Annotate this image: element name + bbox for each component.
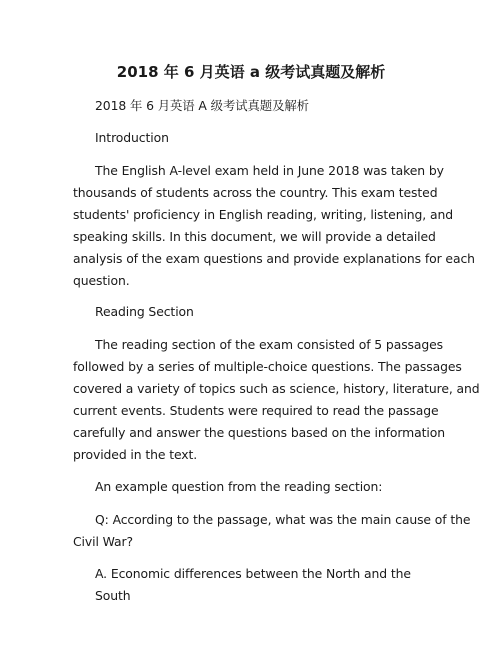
- text-line: The English A-level exam held in June 2018 was taken by: [95, 163, 444, 178]
- document-subtitle: 2018 年 6 月英语 A 级考试真题及解析: [95, 98, 309, 113]
- paragraph-introduction: [73, 160, 475, 292]
- text-line: speaking skills. In this document, we will provide a detailed: [73, 229, 436, 244]
- text-line: question.: [73, 273, 130, 288]
- text-line: followed by a series of multiple-choice questions. The passages: [73, 359, 462, 374]
- text-line: analysis of the exam questions and provide explanations for each: [73, 251, 475, 266]
- text-line: provided in the text.: [73, 447, 198, 462]
- example-intro: An example question from the reading section:: [95, 479, 383, 494]
- text-line: carefully and answer the questions based on the information: [73, 425, 445, 440]
- heading-introduction: Introduction: [95, 130, 169, 145]
- text-line: covered a variety of topics such as science, history, literature, and: [73, 381, 480, 396]
- text-line: students' proficiency in English reading, writing, listening, and: [73, 207, 453, 222]
- text-line: The reading section of the exam consisted of 5 passages: [95, 337, 444, 352]
- answer-option-a: A. Economic differences between the North and the South: [95, 566, 411, 603]
- text-line: thousands of students across the country. This exam tested: [73, 185, 438, 200]
- text-line: Q: According to the passage, what was the main cause of the: [95, 512, 471, 527]
- text-line: Civil War?: [73, 534, 133, 549]
- document-title: 2018 年 6 月英语 a 级考试真题及解析: [116, 63, 386, 81]
- heading-reading-section: Reading Section: [95, 304, 194, 319]
- text-line: current events. Students were required to read the passage: [73, 403, 439, 418]
- question-text: [73, 509, 471, 553]
- paragraph-reading-section: [73, 334, 480, 466]
